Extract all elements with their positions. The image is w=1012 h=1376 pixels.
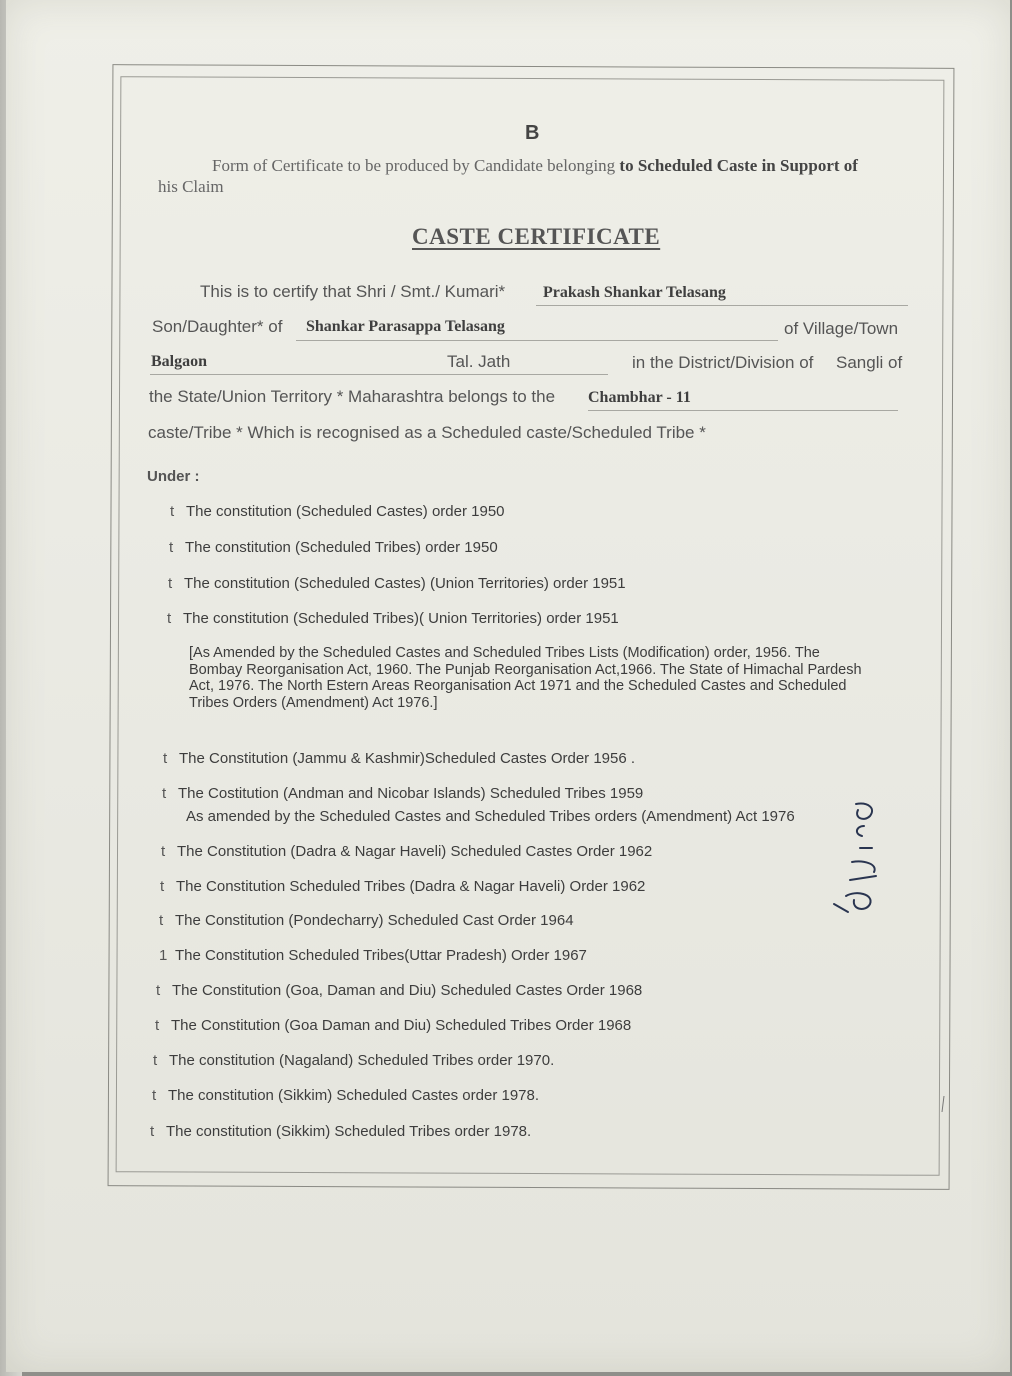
taluka-value: Tal. Jath (447, 352, 511, 371)
bullet-glyph: t (167, 610, 172, 627)
district-name (836, 353, 902, 373)
village-name: Balgaon (151, 353, 208, 370)
list-item-note: As amended by the Scheduled Castes and Scheduled Tribes orders (Amendment) Act 1976 (186, 808, 795, 825)
village-underline (150, 374, 608, 375)
bullet-glyph: t (155, 1017, 160, 1034)
list-item: t The Constitution (Dadra & Nagar Haveli) Scheduled Castes Order 1962 (161, 843, 653, 860)
district-label: in the District/Division of (632, 353, 814, 372)
certify-label: This is to certify that Shri / Smt./ Kumari* (200, 282, 506, 301)
list-item: t The Constitution (Goa Daman and Diu) Scheduled Tribes Order 1968 (155, 1017, 632, 1034)
list-item: t The constitution (Scheduled Tribes)( Union Territories) order 1951 (167, 610, 619, 627)
amendment-note: [As Amended by the Scheduled Castes and Scheduled Tribes Lists (Modification) order, 1956. The Bombay Reorganisation Act, 1960. The Punjab Reorganisation Act,1966. The State of Himachal Pardesh Act, 1976. The North Estern Areas Reorganisation Act 1971 and the Scheduled Castes and Scheduled Tribes Orders (Amendment) Act 1976.] (189, 645, 862, 711)
list-item: t The Constitution (Goa, Daman and Diu) Scheduled Castes Order 1968 (156, 982, 643, 999)
form-intro (212, 156, 858, 176)
bullet-glyph: t (152, 1087, 157, 1104)
list-item: t The Constitution (Jammu & Kashmir)Scheduled Castes Order 1956 . (163, 750, 636, 767)
bullet-glyph: t (161, 843, 166, 860)
form-intro-part3: in Support of (761, 156, 858, 175)
handwritten-annotation (820, 800, 900, 930)
bullet-glyph: 1 (159, 947, 168, 964)
list-item: t The Constitution (Pondecharry) Scheduled Cast Order 1964 (159, 912, 574, 929)
of-label: of (888, 353, 903, 372)
form-letter: B (525, 122, 540, 144)
bullet-glyph: t (159, 912, 164, 929)
caste-name: Chambhar - 11 (588, 389, 691, 406)
list-item: t The constitution (Scheduled Tribes) order 1950 (169, 539, 498, 556)
list-item: t The constitution (Nagaland) Scheduled Tribes order 1970. (153, 1052, 555, 1069)
bullet-glyph: t (162, 785, 167, 802)
bullet-glyph: t (156, 982, 161, 999)
bullet-glyph: t (160, 878, 165, 895)
list-item: t The constitution (Sikkim) Scheduled Tribes order 1978. (150, 1123, 532, 1140)
bullet-glyph: t (150, 1123, 155, 1140)
list-item: 1 The Constitution Scheduled Tribes(Uttar Pradesh) Order 1967 (159, 947, 587, 964)
form-intro-line2: his Claim (158, 177, 224, 196)
father-name: Shankar Parasappa Telasang (306, 318, 505, 335)
caste-recognition-line: caste/Tribe * Which is recognised as a Scheduled caste/Scheduled Tribe * (148, 423, 706, 442)
son-of-label: Son/Daughter* of (152, 317, 283, 336)
list-item: t The Costitution (Andman and Nicobar Islands) Scheduled Tribes 1959 (162, 785, 644, 802)
bullet-glyph: t (168, 575, 173, 592)
taluka (447, 352, 510, 372)
stray-mark (930, 1090, 960, 1130)
district-value: Sangli (836, 353, 884, 372)
bullet-glyph: t (163, 750, 168, 767)
state-label: the State/Union Territory * Maharashtra belongs to the (149, 387, 556, 406)
list-item: t The constitution (Scheduled Castes) (Union Territories) order 1951 (168, 575, 626, 592)
list-item: t The Constitution Scheduled Tribes (Dadra & Nagar Haveli) Order 1962 (160, 878, 646, 895)
name-underline (536, 305, 908, 306)
father-underline (296, 340, 778, 341)
form-intro-part1: Form of Certificate to be produced by Candidate belonging (212, 156, 616, 175)
caste-underline (588, 410, 898, 411)
list-item: t The constitution (Sikkim) Scheduled Castes order 1978. (152, 1087, 540, 1104)
certificate-title: CASTE CERTIFICATE (412, 224, 661, 249)
bullet-glyph: t (170, 503, 175, 520)
under-label: Under : (147, 468, 200, 485)
bullet-glyph: t (169, 539, 174, 556)
list-item: t The constitution (Scheduled Castes) order 1950 (170, 503, 505, 520)
candidate-name: Prakash Shankar Telasang (543, 284, 726, 301)
form-intro-part2: to Scheduled Caste (619, 156, 758, 175)
bullet-glyph: t (153, 1052, 158, 1069)
village-label: of Village/Town (784, 319, 899, 338)
